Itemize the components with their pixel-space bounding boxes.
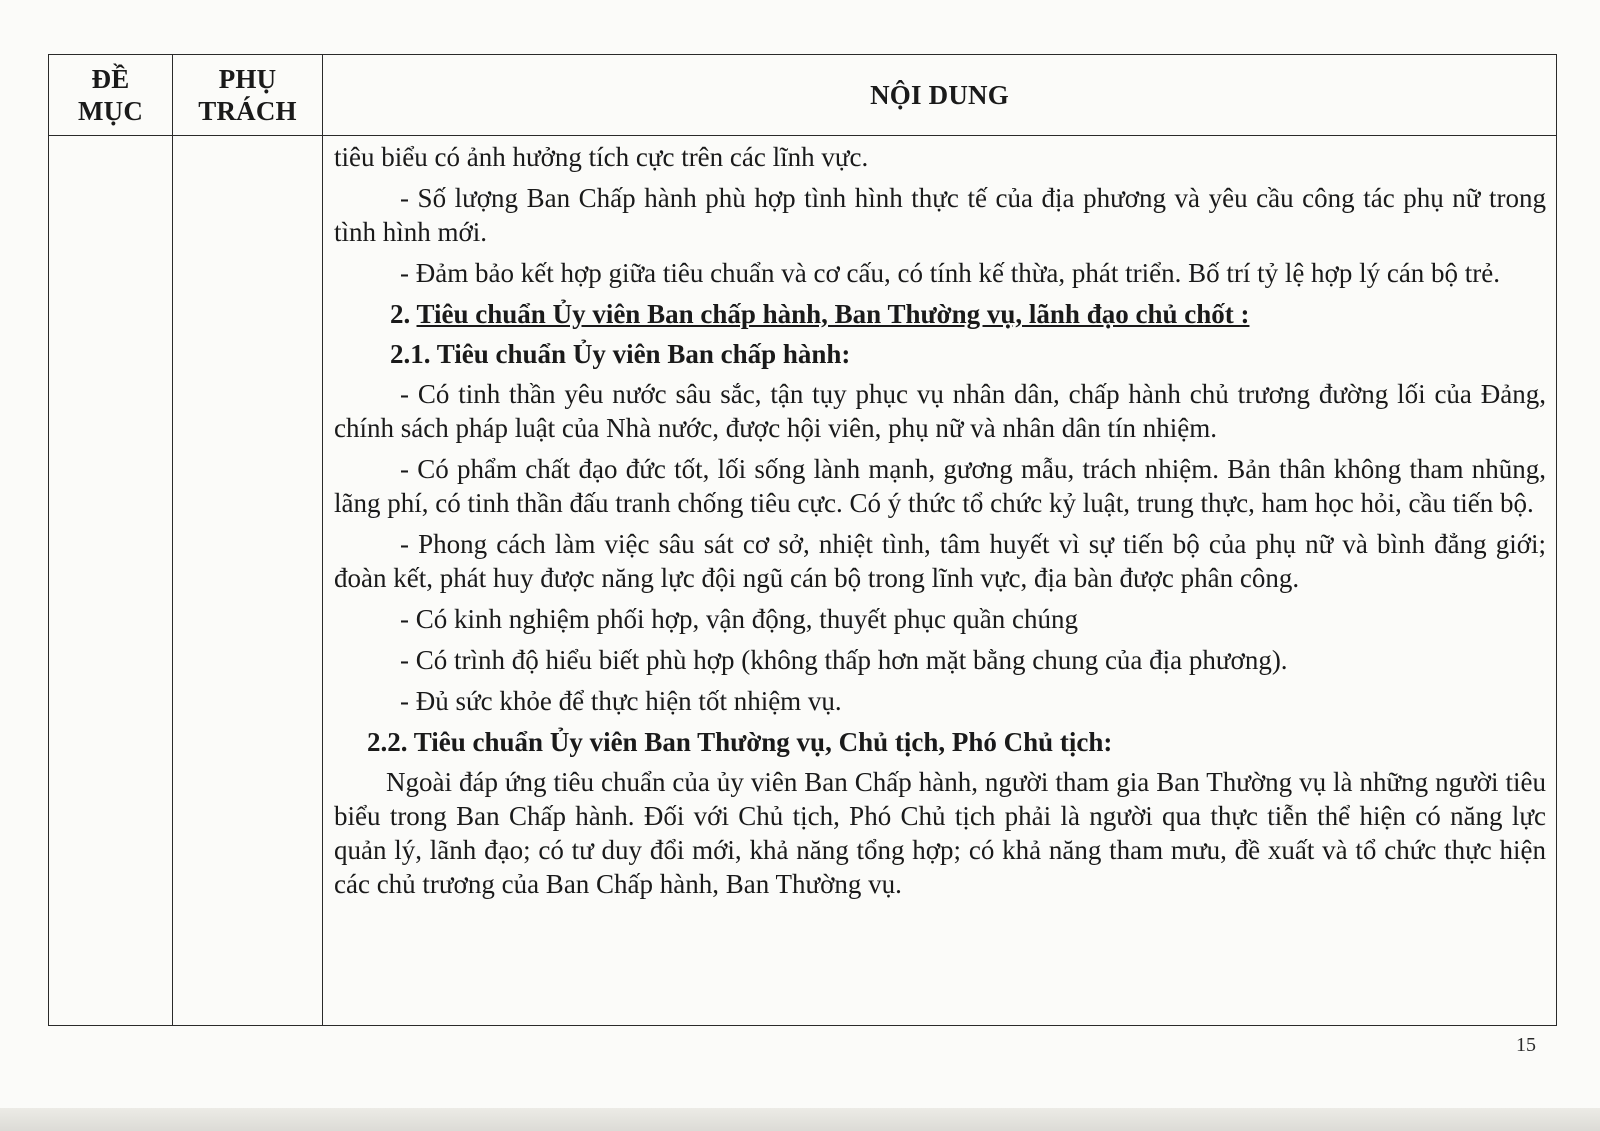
cell-de-muc	[49, 136, 173, 1026]
header-de-muc	[49, 55, 173, 136]
paragraph: tiêu biểu có ảnh hưởng tích cực trên các lĩnh vực.	[334, 142, 869, 172]
header-phu-trach-line-2: TRÁCH	[198, 96, 297, 126]
paragraph: - Số lượng Ban Chấp hành phù hợp tình hình thực tế của địa phương và yêu cầu công tác phụ nữ trong tình hình mới.	[334, 183, 1546, 247]
section-heading-2-text: Tiêu chuẩn Ủy viên Ban chấp hành, Ban Thường vụ, lãnh đạo chủ chốt :	[416, 299, 1250, 329]
header-de-muc-line-1: ĐỀ	[91, 64, 130, 94]
header-noi-dung: NỘI DUNG	[323, 55, 1557, 136]
paragraph: - Phong cách làm việc sâu sát cơ sở, nhiệt tình, tâm huyết vì sự tiến bộ của phụ nữ và bình đẳng giới; đoàn kết, phát huy được năng lực đội ngũ cán bộ trong lĩnh vực, địa bàn được phân công.	[334, 529, 1546, 593]
cell-phu-trach	[173, 136, 323, 1026]
section-heading-2-1: 2.1. Tiêu chuẩn Ủy viên Ban chấp hành:	[390, 339, 851, 369]
paragraph: - Có kinh nghiệm phối hợp, vận động, thuyết phục quần chúng	[400, 604, 1078, 634]
header-phu-trach	[173, 55, 323, 136]
paragraph: - Có phẩm chất đạo đức tốt, lối sống lành mạnh, gương mẫu, trách nhiệm. Bản thân không tham nhũng, lãng phí, có tinh thần đấu tranh chống tiêu cực. Có ý thức tổ chức kỷ luật, trung thực, ham học hỏi, cầu tiến bộ.	[334, 454, 1546, 518]
paragraph: - Đủ sức khỏe để thực hiện tốt nhiệm vụ.	[400, 686, 842, 716]
cell-noi-dung	[323, 136, 1557, 1026]
paragraph: Ngoài đáp ứng tiêu chuẩn của ủy viên Ban Chấp hành, người tham gia Ban Thường vụ là những người tiêu biểu trong Ban Chấp hành. Đối với Chủ tịch, Phó Chủ tịch phải là người qua thực tiễn thể hiện có năng lực quản lý, lãnh đạo; có tư duy đổi mới, khả năng tổng hợp; có khả năng tham mưu, đề xuất và tổ chức thực hiện các chủ trương của Ban Chấp hành, Ban Thường vụ.	[334, 767, 1546, 899]
scan-edge	[0, 1108, 1600, 1131]
paragraph: - Có trình độ hiểu biết phù hợp (không thấp hơn mặt bằng chung của địa phương).	[400, 645, 1288, 675]
paragraph: - Có tinh thần yêu nước sâu sắc, tận tụy phục vụ nhân dân, chấp hành chủ trương đường lối của Đảng, chính sách pháp luật của Nhà nước, được hội viên, phụ nữ và nhân dân tín nhiệm.	[334, 379, 1546, 443]
section-heading-2-number: 2.	[390, 299, 411, 329]
content-table	[48, 54, 1557, 1026]
header-de-muc-line-2: MỤC	[77, 96, 144, 126]
page-number: 15	[1516, 1034, 1536, 1056]
section-heading-2	[334, 297, 1546, 331]
table-row	[49, 136, 1557, 1026]
paragraph: - Đảm bảo kết hợp giữa tiêu chuẩn và cơ cấu, có tính kế thừa, phát triển. Bố trí tỷ lệ hợp lý cán bộ trẻ.	[400, 258, 1501, 288]
section-heading-2-2: 2.2. Tiêu chuẩn Ủy viên Ban Thường vụ, Chủ tịch, Phó Chủ tịch:	[367, 727, 1113, 757]
table-header-row	[49, 55, 1557, 136]
header-phu-trach-line-1: PHỤ	[218, 64, 277, 94]
